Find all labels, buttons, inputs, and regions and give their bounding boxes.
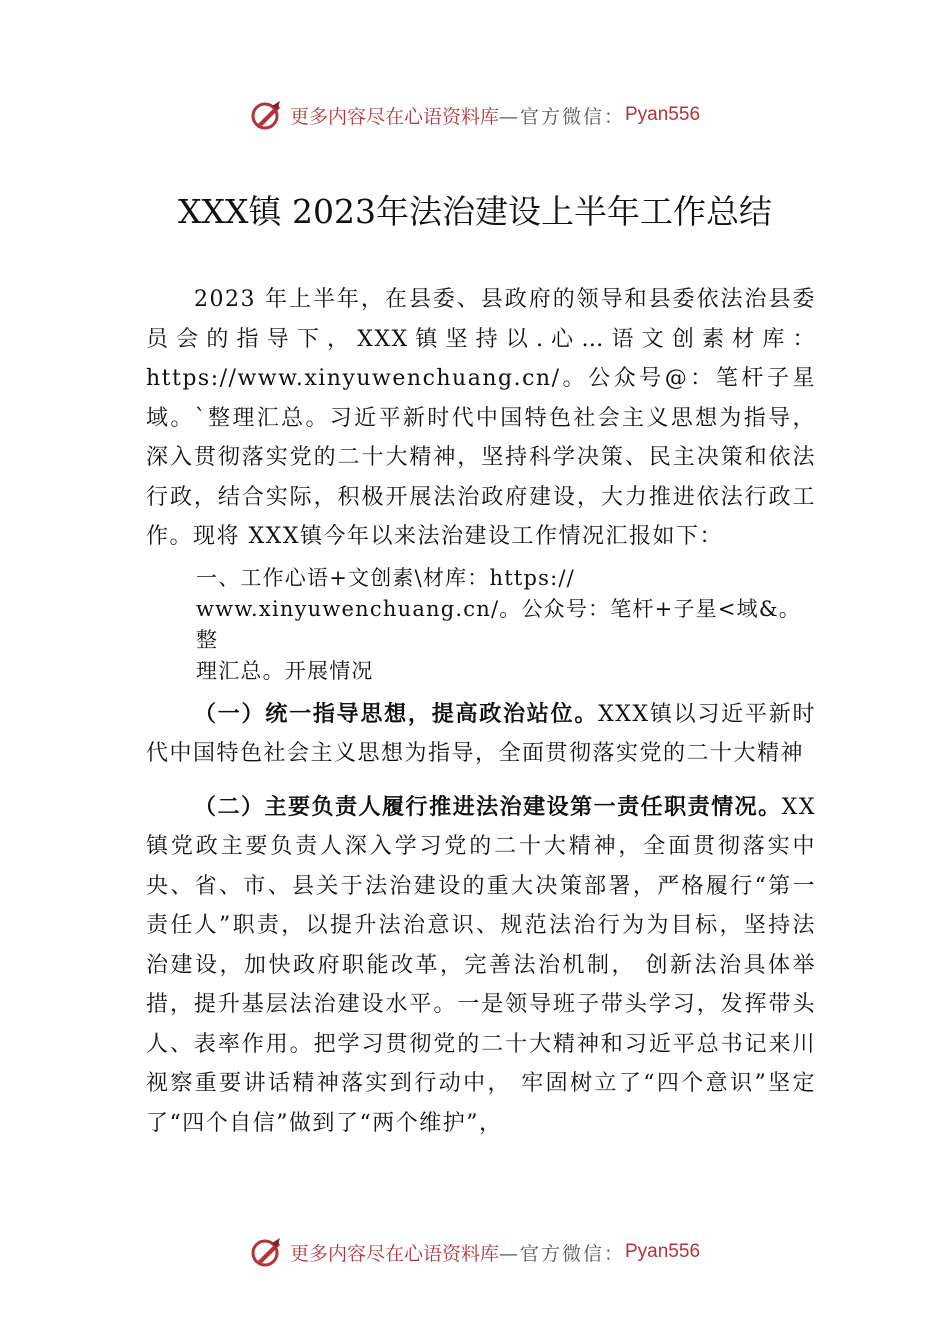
footer-banner xyxy=(0,1230,950,1274)
subsection-1-paragraph xyxy=(146,695,816,774)
subsection-2-paragraph xyxy=(146,788,816,1144)
header-banner xyxy=(0,93,950,137)
quill-logo-icon xyxy=(250,98,284,132)
subsection-2-heading: （二）主要负责人履行推进法治建设第一责任职责情况。 xyxy=(194,793,782,820)
section-heading-line-2: www.xinyuwenchuang.cn/。公众号：笔杆+子星<域&。整 xyxy=(196,596,801,652)
banner-brand-text: 更多内容尽在心语资料库 xyxy=(289,105,499,128)
document-title: XXX镇 2023年法治建设上半年工作总结 xyxy=(178,192,772,231)
banner-wechat-id: Pyan556 xyxy=(625,104,701,125)
subsection-1-text: XXX镇以习近平新时代中国特色社会主义思想为指导，全面贯彻落实党的二十大精神 xyxy=(146,701,816,766)
footer-official-text: —官方微信： xyxy=(498,1242,625,1265)
intro-paragraph: 2023 年上半年，在县委、县政府的领导和县委依法治县委员会的指导下，XXX镇坚持以.心…语文创素材库：https://www.xinyuwenchuang.cn/。公众号@：笔杆子星域。`整理汇总。习近平新时代中国特色社会主义思想为指导，深入贯彻落实党的二十大精神，坚持科学决策、民主决策和依法行政，结合实际，积极开展法治政府建设，大力推进依法行政工作。现将 XXX镇今年以来法治建设工作情况汇报如下： xyxy=(146,287,816,549)
footer-brand-text: 更多内容尽在心语资料库 xyxy=(289,1242,499,1265)
section-heading-line-1: 一、工作心语+文创素\材库：https:// xyxy=(196,565,575,590)
section-heading-line-3: 理汇总。开展情况 xyxy=(196,658,374,683)
footer-wechat-id: Pyan556 xyxy=(625,1241,701,1262)
subsection-1-heading: （一）统一指导思想，提高政治站位。 xyxy=(194,700,599,727)
document-body xyxy=(146,280,816,1143)
subsection-2-text: XX镇党政主要负责人深入学习党的二十大精神，全面贯彻落实中央、省、市、县关于法治建设的重大决策部署，严格履行“第一责任人”职责，以提升法治意识、规范法治行为为目标，坚持法治建设，加快政府职能改革，完善法治机制， 创新法治具体举措，提升基层法治建设水平。一是领导班子带头学习，发挥带头人、表率作用。把学习贯彻党的二十大精神和习近平总书记来川视察重要讲话精神落实到行动中， 牢固树立了“四个意识”坚定了“四个自信”做到了“两个维护”， xyxy=(146,794,816,1136)
quill-logo-icon xyxy=(250,1235,284,1269)
banner-official-text: —官方微信： xyxy=(498,105,625,128)
